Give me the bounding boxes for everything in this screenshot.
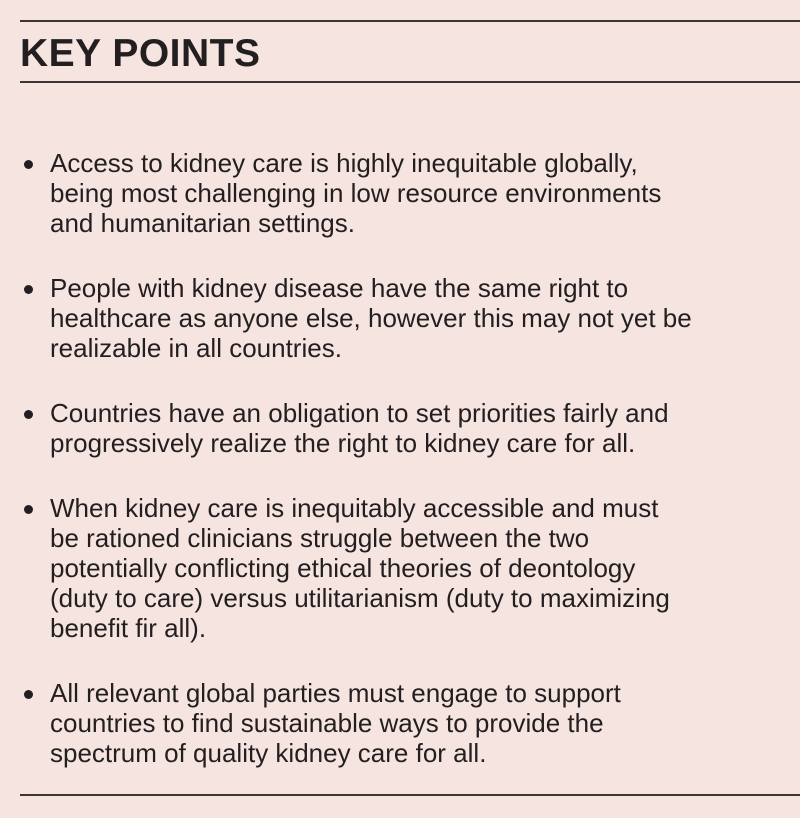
- key-point-text-line: potentially conflicting ethical theories of deontology: [50, 553, 636, 583]
- key-point-text-line: (duty to care) versus utilitarianism (duty to maximizing: [50, 583, 670, 613]
- key-point-text-line: All relevant global parties must engage to support: [50, 678, 621, 708]
- key-point-item: [0, 273, 800, 363]
- key-point-text-line: healthcare as anyone else, however this may not yet be: [50, 303, 692, 333]
- key-point-text-line: being most challenging in low resource environments: [50, 178, 662, 208]
- key-point-item: [0, 493, 800, 643]
- bullet-icon: [24, 285, 33, 294]
- key-point-text-line: be rationed clinicians struggle between the two: [50, 523, 590, 553]
- key-point-text-line: realizable in all countries.: [50, 333, 342, 363]
- top-rule: [20, 20, 800, 22]
- bullet-icon: [24, 690, 33, 699]
- key-point-text-line: spectrum of quality kidney care for all.: [50, 738, 487, 768]
- bullet-icon: [24, 160, 33, 169]
- key-point-text-line: When kidney care is inequitably accessible and must: [50, 493, 659, 523]
- key-points-list: [0, 148, 800, 803]
- bottom-rule: [20, 794, 800, 796]
- key-point-text-line: progressively realize the right to kidney care for all.: [50, 428, 636, 458]
- key-point-text-line: Countries have an obligation to set priorities fairly and: [50, 398, 669, 428]
- key-point-text-line: benefit fir all).: [50, 613, 207, 643]
- page-title: KEY POINTS: [20, 32, 261, 75]
- key-point-text-line: countries to find sustainable ways to provide the: [50, 708, 604, 738]
- key-point-item: [0, 148, 800, 238]
- key-point-text-line: Access to kidney care is highly inequitable globally,: [50, 148, 638, 178]
- key-point-text-line: and humanitarian settings.: [50, 208, 355, 238]
- bullet-icon: [24, 505, 33, 514]
- key-point-item: [0, 678, 800, 768]
- key-point-text-line: People with kidney disease have the same right to: [50, 273, 629, 303]
- key-point-item: [0, 398, 800, 458]
- bullet-icon: [24, 410, 33, 419]
- title-rule: [20, 81, 800, 83]
